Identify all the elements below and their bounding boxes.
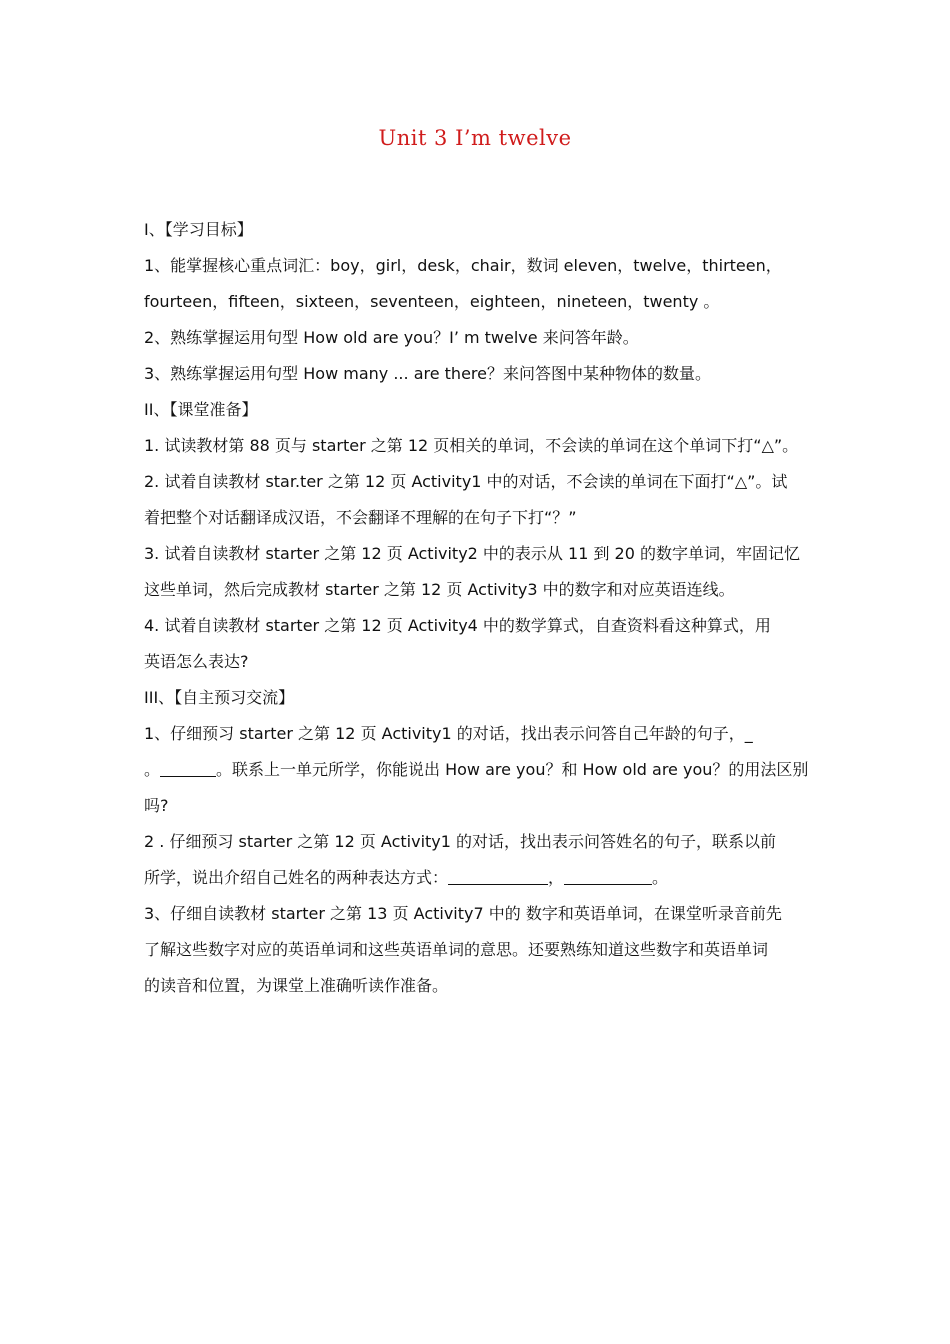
objective-1-line-2: fourteen，fifteen，sixteen，seventeen，eighteen，nineteen，twenty 。 — [144, 292, 720, 311]
preview-2-comma: ， — [548, 868, 565, 887]
section-3-heading: III、【自主预习交流】 — [144, 688, 295, 707]
document-body — [144, 212, 808, 1004]
preview-1-period: 。 — [144, 760, 161, 779]
page-title: Unit 3 I’m twelve — [378, 126, 572, 150]
answer-blank-age[interactable] — [160, 760, 216, 777]
prep-2-line-2: 着把整个对话翻译成汉语，不会翻译不理解的在句子下打“？” — [144, 508, 577, 527]
section-2-heading: II、【课堂准备】 — [144, 400, 258, 419]
preview-1-line-3: 吗? — [144, 796, 169, 815]
preview-3-line-1: 3、仔细自读教材 starter 之第 13 页 Activity7 中的 数字和英语单词，在课堂听录音前先 — [144, 904, 782, 923]
preview-2-line-1: 2 . 仔细预习 starter 之第 12 页 Activity1 的对话，找出表示问答姓名的句子，联系以前 — [144, 832, 777, 851]
prep-3-line-1: 3. 试着自读教材 starter 之第 12 页 Activity2 中的表示从 11 到 20 的数字单词，牢固记忆 — [144, 544, 800, 563]
prep-4-line-1: 4. 试着自读教材 starter 之第 12 页 Activity4 中的数学算式，自查资料看这种算式，用 — [144, 616, 771, 635]
preview-1-line-1: 1、仔细预习 starter 之第 12 页 Activity1 的对话，找出表示问答自己年龄的句子，_ — [144, 724, 753, 743]
objective-3: 3、熟练掌握运用句型 How many ... are there？来问答图中某种物体的数量。 — [144, 364, 711, 383]
preview-1-line-2 — [144, 752, 808, 788]
preview-1-line-2-text: 。联系上一单元所学，你能说出 How are you？和 How old are you？的用法区别 — [216, 760, 808, 779]
prep-3-line-2: 这些单词，然后完成教材 starter 之第 12 页 Activity3 中的数字和对应英语连线。 — [144, 580, 735, 599]
objective-2: 2、熟练掌握运用句型 How old are you？I’ m twelve 来问答年龄。 — [144, 328, 639, 347]
section-1-heading: I、【学习目标】 — [144, 220, 253, 239]
preview-2-line-2-text: 所学，说出介绍自己姓名的两种表达方式： — [144, 868, 449, 887]
preview-3-line-2: 了解这些数字对应的英语单词和这些英语单词的意思。还要熟练知道这些数字和英语单词 — [144, 940, 769, 959]
prep-1: 1. 试读教材第 88 页与 starter 之第 12 页相关的单词，不会读的单词在这个单词下打“△”。 — [144, 436, 799, 455]
preview-2-line-2 — [144, 860, 808, 896]
prep-2-line-1: 2. 试着自读教材 star.ter 之第 12 页 Activity1 中的对话，不会读的单词在下面打“△”。试 — [144, 472, 788, 491]
prep-4-line-2: 英语怎么表达? — [144, 652, 249, 671]
objective-1-line-1: 1、能掌握核心重点词汇：boy，girl，desk，chair，数词 eleven，twelve，thirteen， — [144, 256, 782, 275]
answer-blank-name-2[interactable] — [564, 868, 652, 885]
preview-3-line-3: 的读音和位置，为课堂上准确听读作准备。 — [144, 976, 449, 995]
answer-blank-name-1[interactable] — [448, 868, 548, 885]
preview-2-period: 。 — [652, 868, 669, 887]
